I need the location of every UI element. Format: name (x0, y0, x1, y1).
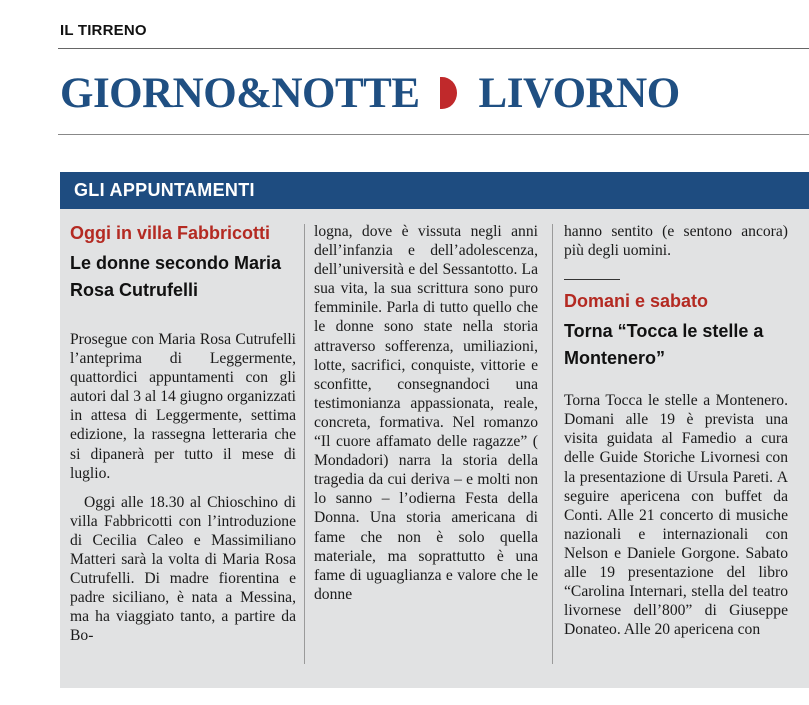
section-heading (60, 66, 680, 120)
column-divider-1 (304, 224, 305, 664)
section-rule (58, 134, 809, 135)
article2-kicker: Domani e sabato (564, 291, 709, 312)
article1-kicker: Oggi in villa Fabbricotti (70, 223, 271, 243)
article1-paragraph-1: Prosegue con Maria Rosa Cutrufelli l’anteprima di Leggermente, quattordici appuntamenti con gli autori dal 3 al 14 giugno organizzati in attesa di Leggermente, settima edizione, la rassegna letteraria che si dipanerà per tutto il mese di luglio. (70, 331, 296, 482)
column-1 (70, 222, 296, 646)
column-3 (564, 222, 788, 639)
article1-paragraph-3: logna, dove è vissuta negli anni dell’infanzia e dell’adolescenza, dell’università e del Sessantotto. La sua vita, la sua scrittura sono puro femminile. Parla di tutto quello che le donne sono state nella storia attraverso sofferenza, umiliazioni, lotte, sacrifici, conquiste, vittorie e sconfitte, consegnandoci una testimonianza appassionata, reale, concreta, formativa. Nel romanzo “Il cuore affamato delle ragazze” ( Mondadori) narra la storia della tragedia da cui deriva – e molti non lo sanno – l’odierna Festa della Donna. Una storia americana di fame che non è solo quella materiale, ma soprattutto è una fame di uguaglianza e valore che le donne (314, 223, 538, 603)
top-rule (58, 48, 809, 49)
appointments-panel (60, 172, 809, 688)
article1-headline: Le donne secondo Maria Rosa Cutrufelli (70, 253, 282, 300)
article2-headline: Torna “Tocca le stelle a Montenero” (564, 321, 764, 369)
appointments-banner: GLI APPUNTAMENTI (60, 172, 809, 209)
article1-paragraph-2: Oggi alle 18.30 al Chioschino di villa Fabbricotti con l’introduzione di Cecilia Caleo e Massimiliano Matteri sarà la volta di Maria Rosa Cutrufelli. Di madre fiorentina e padre siciliano, è nata a Messina, ma ha viaggiato tanto, a partire da Bo- (70, 493, 296, 645)
section-title-left: GIORNO&NOTTE (60, 69, 420, 117)
article2-paragraph-1: Torna Tocca le stelle a Montenero. Domani alle 19 è prevista una visita guidata al Famedio a cura delle Guide Storiche Livornesi con la presentazione di Ursula Pareti. A seguire apericena con buffet da Conti. Alle 21 concerto di musiche nazionali e internazionali con Nelson e Daniele Gorgone. Sabato alle 19 presentazione del libro “Carolina Internari, stella del teatro livornese dell’800” di Giuseppe Donateo. Alle 20 apericena con (564, 392, 788, 639)
newspaper-masthead: IL TIRRENO (60, 22, 147, 39)
article-separator-rule (564, 279, 620, 280)
section-title-right: LIVORNO (478, 69, 680, 117)
column-2 (314, 222, 538, 604)
article1-paragraph-4: hanno sentito (e sentono ancora) più degli uomini. (564, 223, 788, 260)
half-circle-separator-icon (440, 77, 457, 109)
column-divider-2 (552, 224, 553, 664)
